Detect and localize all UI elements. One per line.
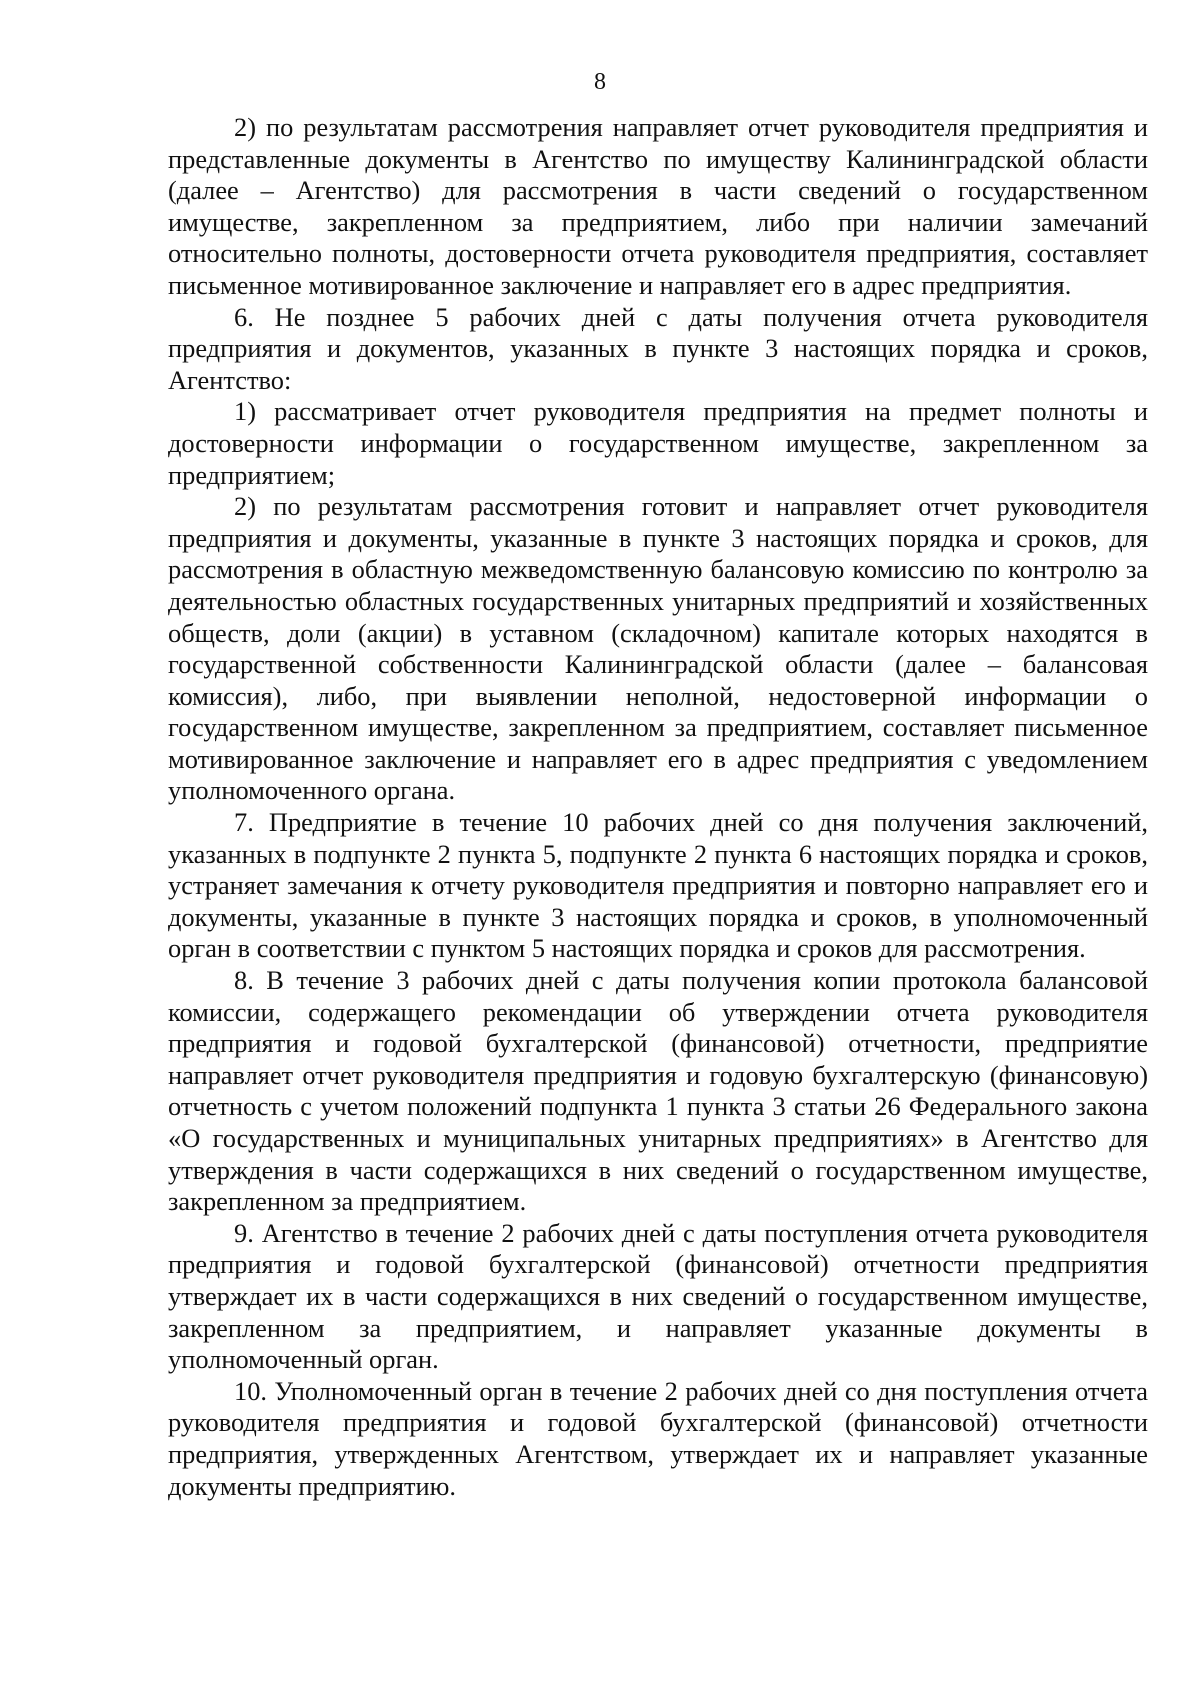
document-body [168,112,1148,1502]
paragraph-item-6: 6. Не позднее 5 рабочих дней с даты получения отчета руководителя предприятия и документов, указанных в пункте 3 настоящих порядка и сроков, Агентство: [168,301,1148,395]
page-number: 8 [594,69,606,95]
paragraph-subitem-6-1: 1) рассматривает отчет руководителя предприятия на предмет полноты и достоверности информации о государственном имуществе, закрепленном за предприятием; [168,396,1148,490]
paragraph-item-8: 8. В течение 3 рабочих дней с даты получения копии протокола балансовой комиссии, содержащего рекомендации об утверждении отчета руководителя предприятия и годовой бухгалтерской (финансовой) отчетности, предприятие направляет отчет руководителя предприятия и годовую бухгалтерскую (финансовую) отчетность с учетом положений подпункта 1 пункта 3 статьи 26 Федерального закона «О государственных и муниципальных унитарных предприятиях» в Агентство для утверждения в части содержащихся в них сведений о государственном имуществе, закрепленном за предприятием. [168,965,1148,1217]
paragraph-subitem-6-2: 2) по результатам рассмотрения готовит и направляет отчет руководителя предприятия и документы, указанные в пункте 3 настоящих порядка и сроков, для рассмотрения в областную межведомственную балансовую комиссию по контролю за деятельностью областных государственных унитарных предприятий и хозяйственных обществ, доли (акции) в уставном (складочном) капитале которых находятся в государственной собственности Калининградской области (далее – балансовая комиссия), либо, при выявлении неполной, недостоверной информации о государственном имуществе, закрепленном за предприятием, составляет письменное мотивированное заключение и направляет его в адрес предприятия с уведомлением уполномоченного органа. [168,491,1148,806]
paragraph-item-9: 9. Агентство в течение 2 рабочих дней с даты поступления отчета руководителя предприятия и годовой бухгалтерской (финансовой) отчетности предприятия утверждает их в части содержащихся в них сведений о государственном имуществе, закрепленном за предприятием, и направляет указанные документы в уполномоченный орган. [168,1217,1148,1375]
paragraph-subitem-5-2: 2) по результатам рассмотрения направляет отчет руководителя предприятия и представленные документы в Агентство по имуществу Калининградской области (далее – Агентство) для рассмотрения в части сведений о государственном имуществе, закрепленном за предприятием, либо при наличии замечаний относительно полноты, достоверности отчета руководителя предприятия, составляет письменное мотивированное заключение и направляет его в адрес предприятия. [168,112,1148,300]
paragraph-item-7: 7. Предприятие в течение 10 рабочих дней со дня получения заключений, указанных в подпункте 2 пункта 5, подпункте 2 пункта 6 настоящих порядка и сроков, устраняет замечания к отчету руководителя предприятия и повторно направляет его и документы, указанные в пункте 3 настоящих порядка и сроков, в уполномоченный орган в соответствии с пунктом 5 настоящих порядка и сроков для рассмотрения. [168,807,1148,964]
paragraph-item-10: 10. Уполномоченный орган в течение 2 рабочих дней со дня поступления отчета руководителя предприятия и годовой бухгалтерской (финансовой) отчетности предприятия, утвержденных Агентством, утверждает их и направляет указанные документы предприятию. [168,1375,1148,1501]
